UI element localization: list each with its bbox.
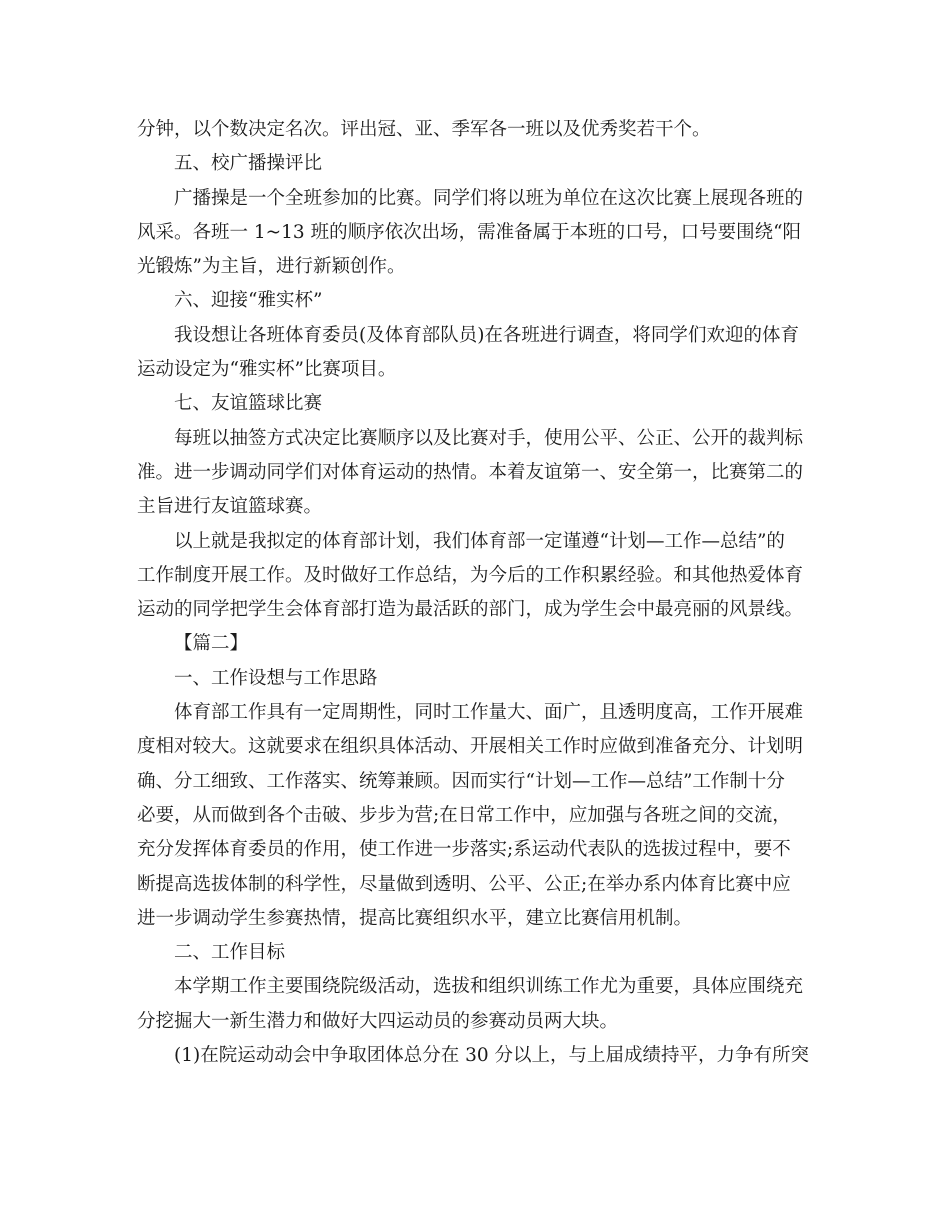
text-line: 以上就是我拟定的体育部计划，我们体育部一定谨遵“计划—工作—总结”的	[174, 530, 785, 552]
text-line: 充分发挥体育委员的作用，使工作进一步落实;系运动代表队的选拔过程中，要不	[137, 839, 791, 861]
section-heading: 二、工作目标	[174, 942, 286, 964]
text-line: 运动设定为“雅实杯”比赛项目。	[137, 359, 397, 381]
section-heading: 六、迎接“雅实杯”	[174, 290, 323, 312]
text-line: 确、分工细致、工作落实、统筹兼顾。因而实行“计划—工作—总结”工作制十分	[137, 770, 785, 792]
text-line: 体育部工作具有一定周期性，同时工作量大、面广，且透明度高，工作开展难	[174, 702, 804, 724]
section-heading: 五、校广播操评比	[174, 153, 323, 175]
text-line: 本学期工作主要围绕院级活动，选拔和组织训练工作尤为重要，具体应围绕充	[174, 976, 804, 998]
text-line: 光锻炼”为主旨，进行新颖创作。	[137, 256, 406, 278]
text-line: 每班以抽签方式决定比赛顺序以及比赛对手，使用公平、公正、公开的裁判标	[174, 427, 804, 449]
section-heading: 一、工作设想与工作思路	[174, 667, 378, 689]
text-line: 风采。各班一 1~13 班的顺序依次出场，需准备属于本班的口号，口号要围绕“阳	[137, 221, 802, 243]
text-line: 主旨进行友谊篮球赛。	[137, 496, 323, 518]
section-heading: 七、友谊篮球比赛	[174, 393, 323, 415]
text-line: (1)在院运动动会中争取团体总分在 30 分以上，与上届成绩持平，力争有所突	[174, 1045, 810, 1067]
text-line: 工作制度开展工作。及时做好工作总结，为今后的工作积累经验。和其他热爱体育	[137, 564, 804, 586]
part-heading: 【篇二】	[174, 633, 249, 655]
text-line: 分挖掘大一新生潜力和做好大四运动员的参赛动员两大块。	[137, 1010, 619, 1032]
text-line: 度相对较大。这就要求在组织具体活动、开展相关工作时应做到准备充分、计划明	[137, 736, 804, 758]
text-line: 进一步调动学生参赛热情，提高比赛组织水平，建立比赛信用机制。	[137, 907, 693, 929]
text-line: 运动的同学把学生会体育部打造为最活跃的部门，成为学生会中最亮丽的风景线。	[137, 599, 804, 621]
text-line: 我设想让各班体育委员(及体育部队员)在各班进行调查，将同学们欢迎的体育	[174, 324, 799, 346]
text-line: 必要，从而做到各个击破、步步为营;在日常工作中，应加强与各班之间的交流，	[137, 804, 791, 826]
text-line: 分钟，以个数决定名次。评出冠、亚、季军各一班以及优秀奖若干个。	[137, 119, 711, 140]
document-body	[137, 113, 813, 1073]
text-line: 准。进一步调动同学们对体育运动的热情。本着友谊第一、安全第一，比赛第二的	[137, 461, 804, 483]
text-line: 广播操是一个全班参加的比赛。同学们将以班为单位在这次比赛上展现各班的	[174, 187, 804, 209]
text-line: 断提高选拔体制的科学性，尽量做到透明、公平、公正;在举办系内体育比赛中应	[137, 873, 791, 895]
